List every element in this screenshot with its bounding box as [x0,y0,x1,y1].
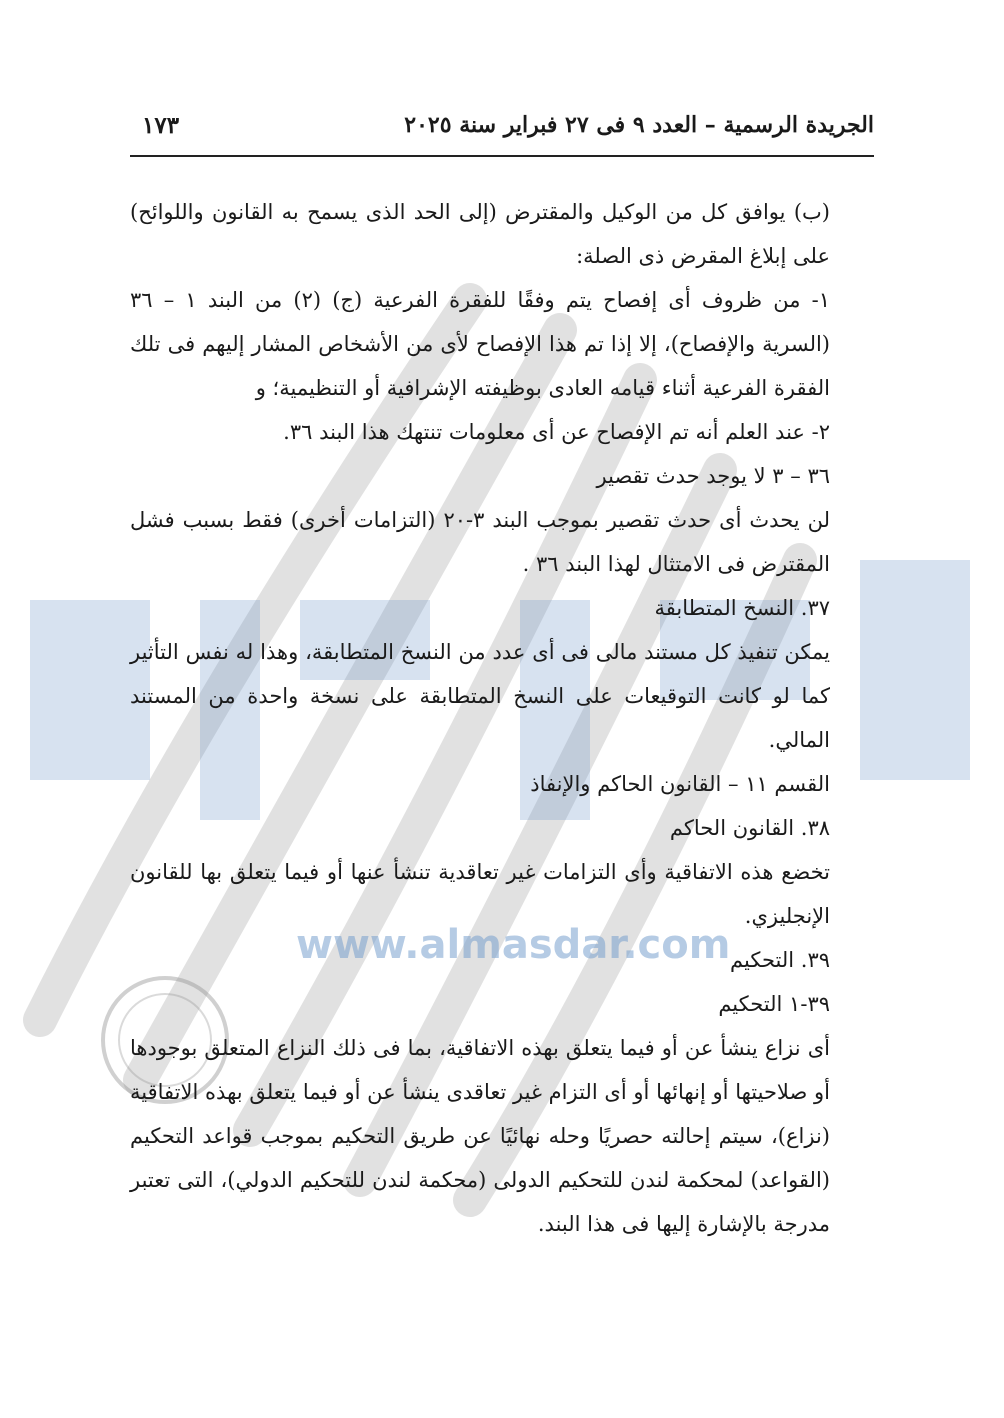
paragraph-arbitration: أى نزاع ينشأ عن أو فيما يتعلق بهذه الاتفاقية، بما فى ذلك النزاع المتعلق بوجودها أو صلاحيتها أو إنهائها أو أى التزام غير تعاقدى ينشأ عن أو فيما يتعلق بهذه الاتفاقية (نزاع)، سيتم إحالته حصريًا وحله نهائيًا عن طريق التحكيم بموجب قواعد التحكيم (القواعد) لمحكمة لندن للتحكيم الدولى (محكمة لندن للتحكيم الدولي)، التى تعتبر مدرجة بالإشارة إليها فى هذا البند. [130,1036,830,1236]
paragraph-no-default: لن يحدث أى حدث تقصير بموجب البند ٣-٢٠ (التزامات أخرى) فقط بسبب فشل المقترض فى الامتثال لهذا البند ٣٦ . [130,508,830,576]
paragraph-governing-law: تخضع هذه الاتفاقية وأى التزامات غير تعاقدية تنشأ عنها أو فيما يتعلق بها للقانون الإنجليزي. [130,860,830,928]
paragraph-counterparts: يمكن تنفيذ كل مستند مالى فى أى عدد من النسخ المتطابقة، وهذا له نفس التأثير كما لو كانت التوقيعات على النسخ المتطابقة على نسخة واحدة من المستند المالي. [130,640,830,752]
paragraph-item-1: ١- من ظروف أى إفصاح يتم وفقًا للفقرة الفرعية (ج) (٢) من البند ١ – ٣٦ (السرية والإفصاح)، إلا إذا تم هذا الإفصاح لأى من الأشخاص المشار إليهم فى تلك الفقرة الفرعية أثناء قيامه العادى بوظيفته الإشرافية أو التنظيمية؛ و [130,288,830,400]
heading-38: ٣٨. القانون الحاكم [669,816,830,840]
gazette-title: الجريدة الرسمية – العدد ٩ فى ٢٧ فبراير سنة ٢٠٢٥ [404,112,874,138]
paragraph-item-2: ٢- عند العلم أنه تم الإفصاح عن أى معلومات تنتهك هذا البند ٣٦. [283,420,830,444]
header-divider [130,155,874,157]
page-header [130,108,874,152]
heading-39: ٣٩. التحكيم [730,948,830,972]
heading-37: ٣٧. النسخ المتطابقة [654,596,830,620]
paragraph-b: (ب) يوافق كل من الوكيل والمقترض (إلى الحد الذى يسمح به القانون واللوائح) على إبلاغ المقرض ذى الصلة: [130,200,830,268]
heading-section-11: القسم ١١ – القانون الحاكم والإنفاذ [530,772,830,796]
heading-36-3: ٣٦ – ٣ لا يوجد حدث تقصير [596,464,830,488]
heading-39-1: ٣٩-١ التحكيم [718,992,830,1016]
document-body [130,190,874,1246]
page-number: ١٧٣ [142,112,180,139]
watermark-url: www.almasdar.com [296,922,731,968]
